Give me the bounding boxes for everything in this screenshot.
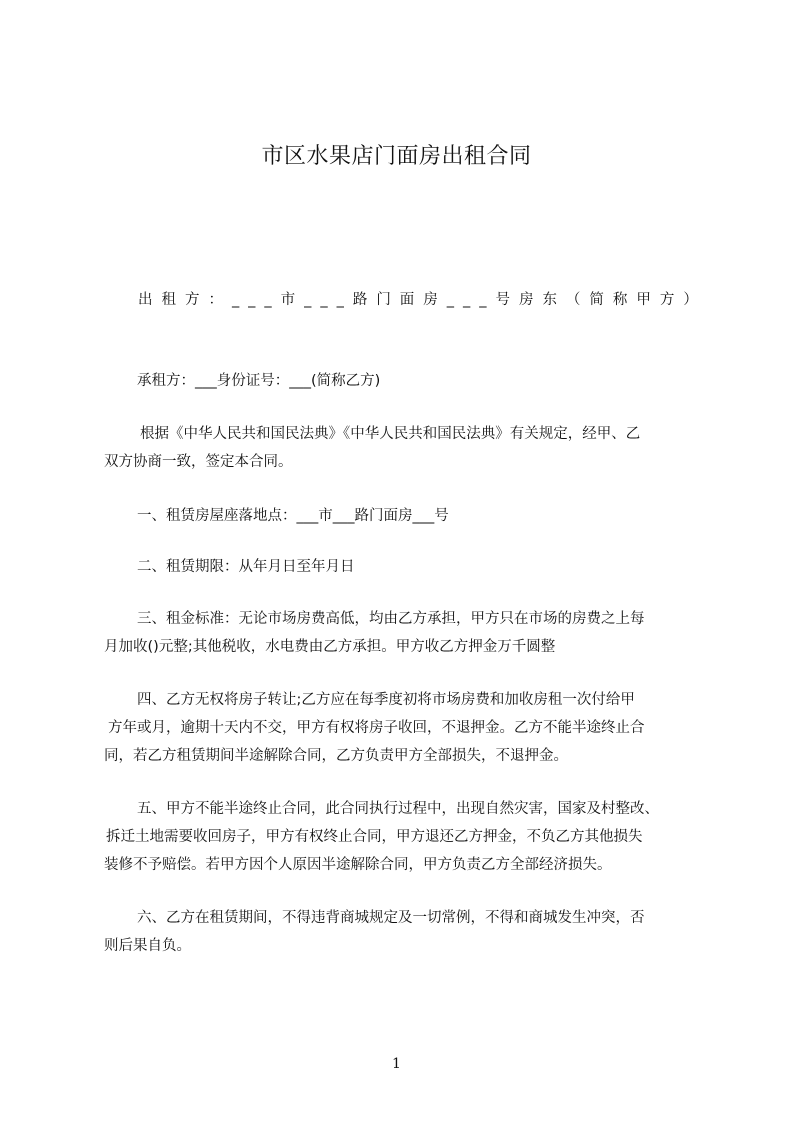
char: 甲 <box>636 292 651 308</box>
char: _ <box>479 292 487 308</box>
char: 路 <box>352 292 368 308</box>
char: 号 <box>495 292 510 308</box>
clause-4-line-2: 方年或月，逾期十天内不交，甲方有权将房子收回，不退押金。乙方不能半途终止合 <box>108 720 645 736</box>
clause-1: 一、租赁房屋座落地点：___市___路门面房___号 <box>137 508 449 524</box>
page-number: 1 <box>392 1056 401 1072</box>
lessee-line: 承租方：___身份证号：___(简称乙方) <box>137 373 381 389</box>
char: _ <box>463 292 471 308</box>
clause-4-line-3: 同，若乙方租赁期间半途解除合同，乙方负责甲方全部损失，不退押金。 <box>104 748 568 764</box>
char: （ <box>565 292 581 308</box>
char: _ <box>231 292 240 308</box>
clause-2: 二、租赁期限：从年月日至年月日 <box>137 559 355 575</box>
document-title: 市区水果店门面房出租合同 <box>261 144 532 169</box>
char: 出 <box>138 292 153 308</box>
intro-line-1: 根据《中华人民共和国民法典》《中华人民共和国民法典》有关规定，经甲、乙 <box>140 426 641 442</box>
char: 市 <box>280 292 296 308</box>
clause-4-line-1: 四、乙方无权将房子转让;乙方应在每季度初将市场房费和加收房租一次付给甲 <box>137 692 635 708</box>
char: _ <box>320 292 328 308</box>
char: 简 <box>589 292 604 308</box>
clause-3-line-2: 月加收()元整;其他税收，水电费由乙方承担。甲方收乙方押金万千圆整 <box>104 639 556 655</box>
intro-line-2: 双方协商一致，签定本合同。 <box>104 454 293 470</box>
clause-6-line-2: 则后果自负。 <box>104 938 191 954</box>
char: ： <box>208 292 223 308</box>
char: 房 <box>518 292 534 308</box>
clause-5-line-2: 拆迁土地需要收回房子，甲方有权终止合同，甲方退还乙方押金，不负乙方其他损失 <box>106 829 643 845</box>
char: 方 <box>659 292 675 308</box>
char: _ <box>248 292 256 308</box>
char: _ <box>264 292 272 308</box>
char: _ <box>446 292 455 308</box>
clause-5-line-1: 五、甲方不能半途终止合同，此合同执行过程中，出现自然灾害，国家及村整改、 <box>137 801 659 817</box>
char: 面 <box>399 292 415 308</box>
char: 方 <box>184 292 200 308</box>
char: _ <box>336 292 344 308</box>
char: 东 <box>542 292 557 308</box>
char: 租 <box>161 292 176 308</box>
char: _ <box>304 292 312 308</box>
char: ） <box>683 292 698 308</box>
clause-3-line-1: 三、租金标准：无论市场房费高低，均由乙方承担，甲方只在市场的房费之上每 <box>137 611 645 627</box>
clause-5-line-3: 装修不予赔偿。若甲方因个人原因半途解除合同，甲方负责乙方全部经济损失。 <box>104 857 612 873</box>
char: 房 <box>423 292 438 308</box>
char: 门 <box>376 292 391 308</box>
clause-6-line-1: 六、乙方在租赁期间，不得违背商城规定及一切常例，不得和商城发生冲突，否 <box>137 910 645 926</box>
char: 称 <box>612 292 628 308</box>
lessor-line <box>138 286 698 314</box>
